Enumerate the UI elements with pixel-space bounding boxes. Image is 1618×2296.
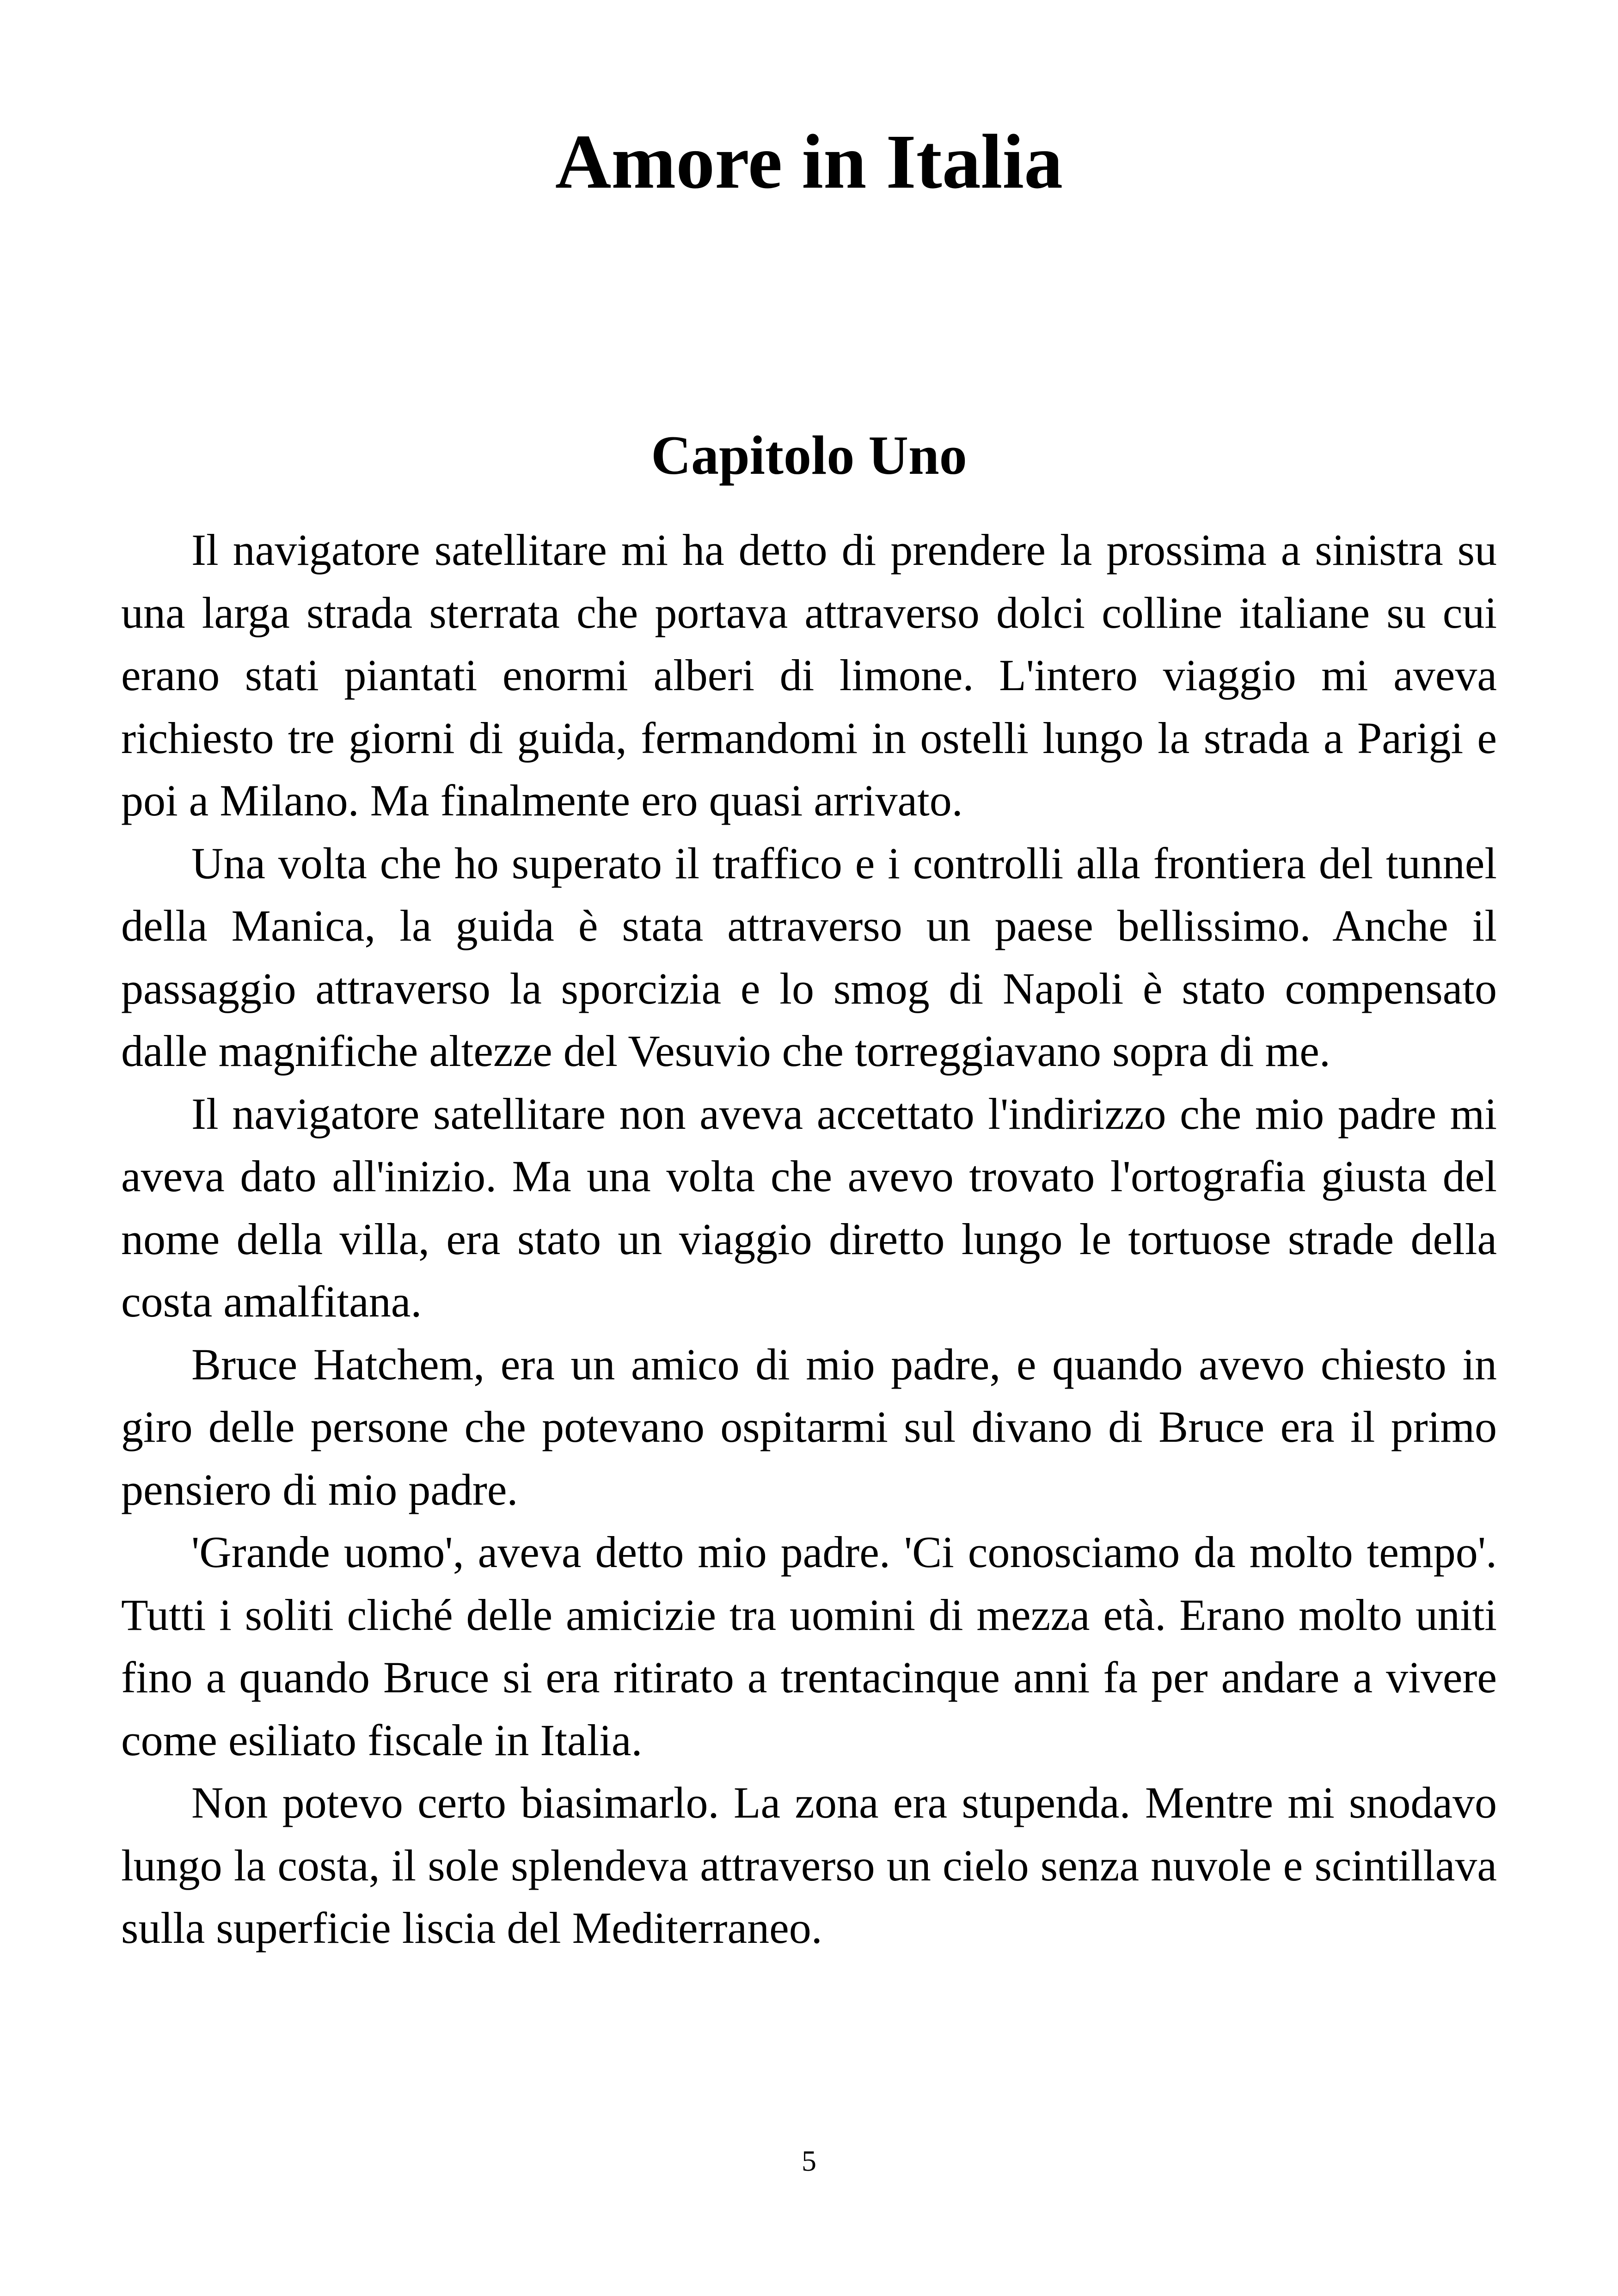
chapter-title: Capitolo Uno (651, 424, 967, 486)
paragraph: Non potevo certo biasimarlo. La zona era stupenda. Mentre mi snodavo lungo la costa, il sole splendeva attraverso un cielo senza nuvole e scintillava sulla superficie liscia del Mediterraneo. (121, 1778, 1497, 1953)
book-title: Amore in Italia (555, 119, 1063, 205)
paragraph: Il navigatore satellitare non aveva accettato l'indirizzo che mio padre mi aveva dato all'inizio. Ma una volta che avevo trovato l'ortografia giusta del nome della villa, era stato un viaggio diretto lungo le tortuose strade della costa amalfitana. (121, 1089, 1497, 1326)
paragraph: Una volta che ho superato il traffico e i controlli alla frontiera del tunnel della Manica, la guida è stata attraverso un paese bellissimo. Anche il passaggio attraverso la sporcizia e lo smog di Napoli è stato compensato dalle magnifiche altezze del Vesuvio che torreggiavano sopra di me. (121, 838, 1497, 1076)
paragraph: 'Grande uomo', aveva detto mio padre. 'Ci conosciamo da molto tempo'. Tutti i soliti cliché delle amicizie tra uomini di mezza età. Erano molto uniti fino a quando Bruce si era ritirato a trentacinque anni fa per andare a vivere come esiliato fiscale in Italia. (121, 1527, 1497, 1765)
page-number: 5 (802, 2144, 816, 2177)
paragraph: Il navigatore satellitare mi ha detto di prendere la prossima a sinistra su una larga strada sterrata che portava attraverso dolci colline italiane su cui erano stati piantati enormi alberi di limone. L'intero viaggio mi aveva richiesto tre giorni di guida, fermandomi in ostelli lungo la strada a Parigi e poi a Milano. Ma finalmente ero quasi arrivato. (121, 525, 1497, 825)
chapter-body (121, 519, 1497, 1959)
paragraph: Bruce Hatchem, era un amico di mio padre, e quando avevo chiesto in giro delle persone che potevano ospitarmi sul divano di Bruce era il primo pensiero di mio padre. (121, 1339, 1497, 1514)
